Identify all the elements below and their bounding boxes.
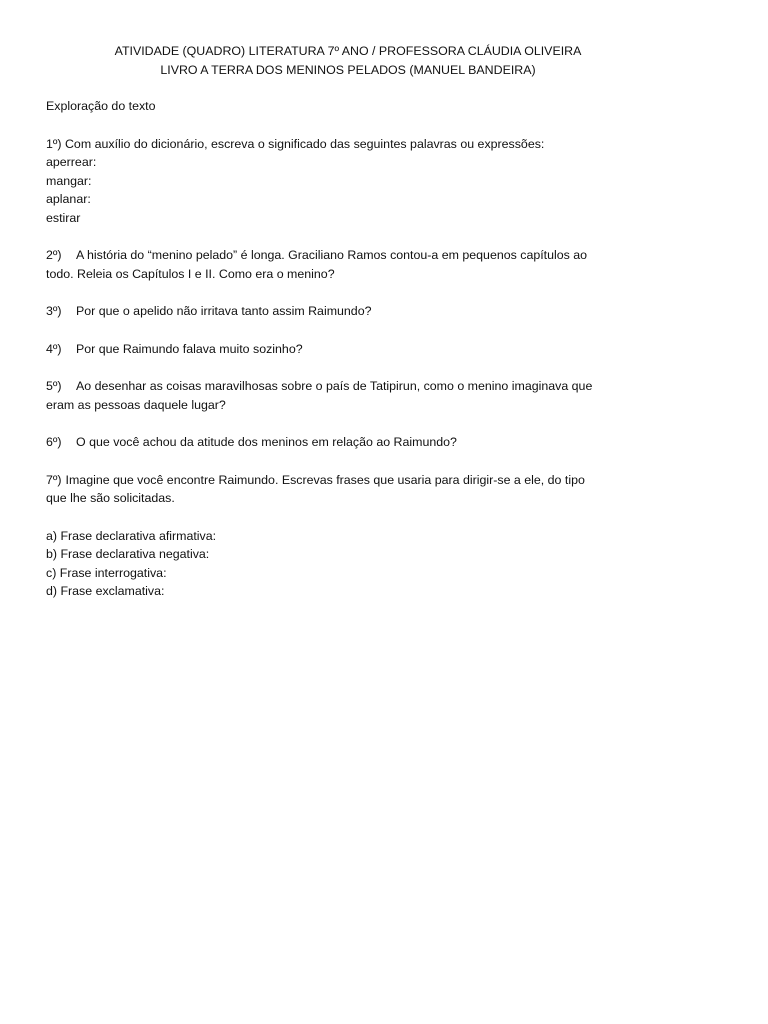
question-2 [46,246,626,283]
question-1-text: 1º) Com auxílio do dicionário, escreva o significado das seguintes palavras ou expressões: [46,136,545,151]
question-1 [46,135,626,228]
question-6-text: O que você achou da atitude dos meninos em relação ao Raimundo? [76,435,457,449]
question-number: 2º) [46,248,62,262]
header-subtitle-line: LIVRO A TERRA DOS MENINOS PELADOS (MANUEL BANDEIRA) [160,62,536,77]
question-7 [46,471,626,508]
sentence-type-item: b) Frase declarativa negativa: [46,547,210,561]
sentence-types-list [46,527,626,601]
question-4-text: Por que Raimundo falava muito sozinho? [76,341,303,356]
vocab-word: aplanar: [46,192,91,206]
question-7-text-line2: que lhe são solicitadas. [46,491,175,505]
question-2-text-line1: A história do “menino pelado” é longa. Graciliano Ramos contou-a em pequenos capítulos ao [76,248,588,262]
vocab-word: mangar: [46,173,92,188]
section-title: Exploração do texto [46,99,156,113]
question-number: 5º) [46,379,62,393]
document-header [34,42,662,79]
question-4 [46,340,626,359]
vocab-word: estirar [46,210,81,225]
sentence-type-item: c) Frase interrogativa: [46,565,167,580]
question-5 [46,377,626,414]
question-number: 7º) [46,472,62,487]
question-3-text: Por que o apelido não irritava tanto assim Raimundo? [76,304,372,318]
question-7-text-line1: Imagine que você encontre Raimundo. Escrevas frases que usaria para dirigir-se a ele, do tipo [65,472,585,487]
question-5-text-line2: eram as pessoas daquele lugar? [46,397,226,412]
question-3 [46,302,626,321]
vocab-word: aperrear: [46,155,97,169]
header-title-line: ATIVIDADE (QUADRO) LITERATURA 7º ANO / PROFESSORA CLÁUDIA OLIVEIRA [114,44,582,58]
question-5-text-line1: Ao desenhar as coisas maravilhosas sobre o país de Tatipirun, como o menino imaginava que [76,379,593,393]
question-6 [46,433,626,452]
question-2-text-line2: todo. Releia os Capítulos I e II. Como era o menino? [46,266,335,281]
sentence-type-item: a) Frase declarativa afirmativa: [46,528,217,543]
sentence-type-item: d) Frase exclamativa: [46,584,165,598]
question-number: 3º) [46,304,62,318]
question-number: 4º) [46,341,62,356]
document-body [46,42,626,601]
question-number: 6º) [46,435,62,449]
